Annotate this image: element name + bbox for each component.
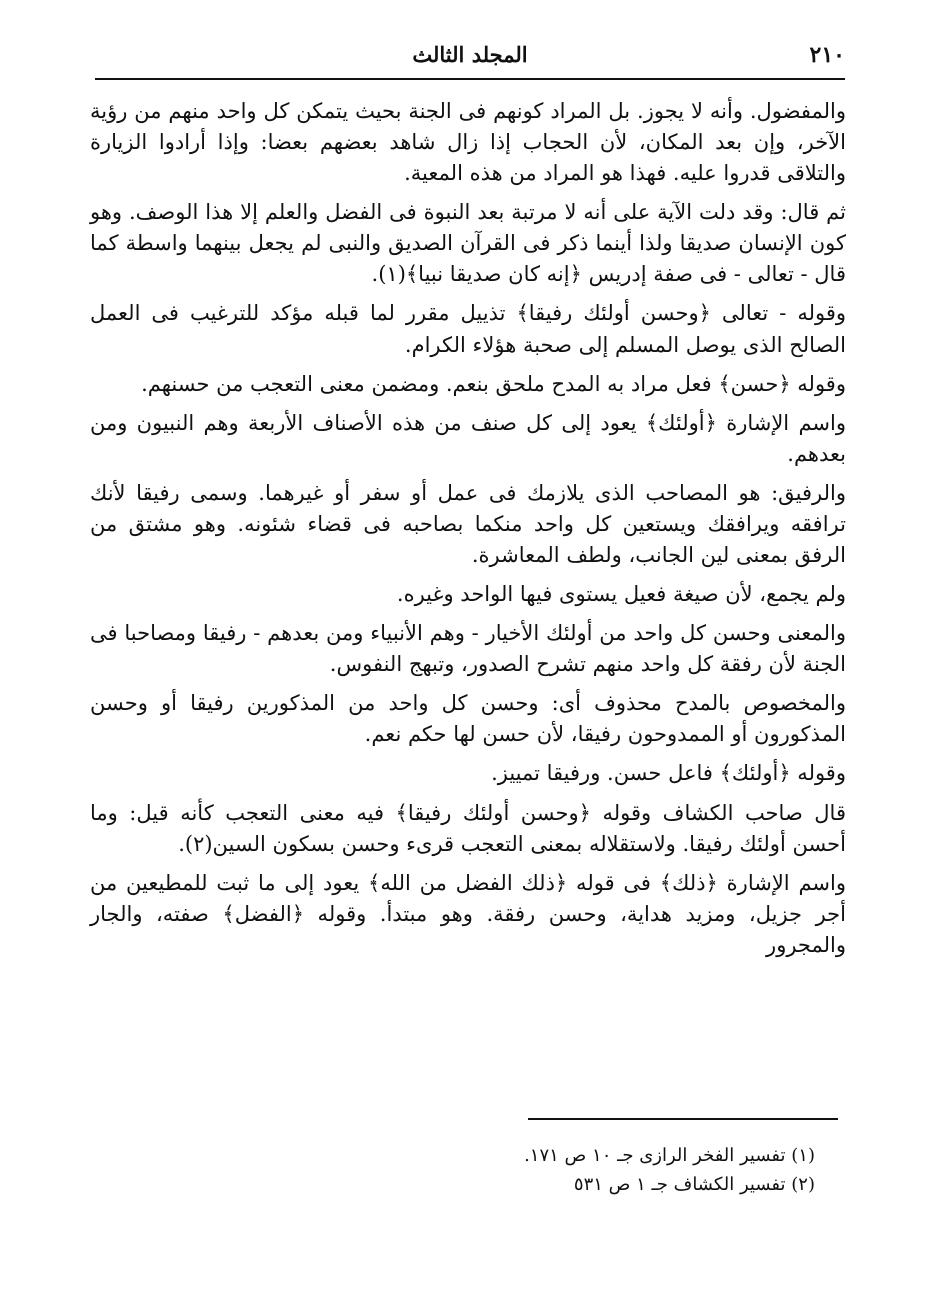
- paragraph: والمعنى وحسن كل واحد من أولئك الأخيار - وهم الأنبياء ومن بعدهم - رفيقا ومصاحبا فى الجنة لأن رفقة كل واحد منهم تشرح الصدور، وتبهج النفوس.: [90, 621, 846, 677]
- paragraph: والرفيق: هو المصاحب الذى يلازمك فى عمل أو سفر أو غيرهما. وسمى رفيقا لأنك ترافقه ويرافقك ويستعين كل واحد منكما بصاحبه فى قضاء شئونه. وهو مشتق من الرفق بمعنى لين الجانب، ولطف المعاشرة.: [90, 480, 846, 568]
- paragraph: قال صاحب الكشاف وقوله ﴿وحسن أولئك رفيقا﴾ فيه معنى التعجب كأنه قيل: وما أحسن أولئك رفيقا. ولاستقلاله بمعنى التعجب قرىء وحسن بسكون السين(٢).: [90, 800, 846, 856]
- volume-title: المجلد الثالث: [412, 42, 528, 67]
- paragraph: والمخصوص بالمدح محذوف أى: وحسن كل واحد من المذكورين رفيقا أو وحسن المذكورون أو الممدوحون رفيقا، لأن حسن لها حكم نعم.: [90, 691, 846, 747]
- footnote: (٢) تفسير الكشاف جـ ١ ص ٥٣١: [573, 1173, 815, 1195]
- footnote-divider: [528, 1118, 838, 1120]
- paragraph: وقوله - تعالى ﴿وحسن أولئك رفيقا﴾ تذييل مقرر لما قبله مؤكد للترغيب فى العمل الصالح الذى يوصل المسلم إلى صحبة هؤلاء الكرام.: [90, 301, 846, 357]
- page-number: ٢١٠: [809, 42, 845, 68]
- paragraph: واسم الإشارة ﴿ذلك﴾ فى قوله ﴿ذلك الفضل من الله﴾ يعود إلى ما ثبت للمطيعين من أجر جزيل، ومزيد هداية، وحسن رفقة. وهو مبتدأ. وقوله ﴿الفضل﴾ صفته، والجار والمجرور: [90, 870, 846, 957]
- page-header: [95, 38, 845, 80]
- paragraph: ثم قال: وقد دلت الآية على أنه لا مرتبة بعد النبوة فى الفضل والعلم إلا هذا الوصف. وهو كون الإنسان صديقا ولذا أينما ذكر فى القرآن الصديق والنبى لم يجعل بينهما واسطة كما قال - تعالى - فى صفة إدريس ﴿إنه كان صديقا نبيا﴾(١).: [90, 200, 846, 287]
- paragraph: واسم الإشارة ﴿أولئك﴾ يعود إلى كل صنف من هذه الأصناف الأربعة وهم النبيون ومن بعدهم.: [90, 410, 846, 466]
- footnote: (١) تفسير الفخر الرازى جـ ١٠ ص ١٧١.: [524, 1145, 815, 1166]
- body-text: [90, 96, 846, 969]
- paragraph: والمفضول. وأنه لا يجوز. بل المراد كونهم فى الجنة بحيث يتمكن كل واحد منهم من رؤية الآخر، وإن بعد المكان، لأن الحجاب إذا زال شاهد بعضهم بعضا: وإذا أرادوا الزيارة والتلاقى قدروا عليه. فهذا هو المراد من هذه المعية.: [90, 99, 846, 186]
- footnotes: [95, 1142, 815, 1200]
- paragraph: وقوله ﴿حسن﴾ فعل مراد به المدح ملحق بنعم. ومضمن معنى التعجب من حسنهم.: [141, 371, 846, 396]
- paragraph: وقوله ﴿أولئك﴾ فاعل حسن. ورفيقا تمييز.: [491, 761, 846, 786]
- paragraph: ولم يجمع، لأن صيغة فعيل يستوى فيها الواحد وغيره.: [396, 582, 846, 607]
